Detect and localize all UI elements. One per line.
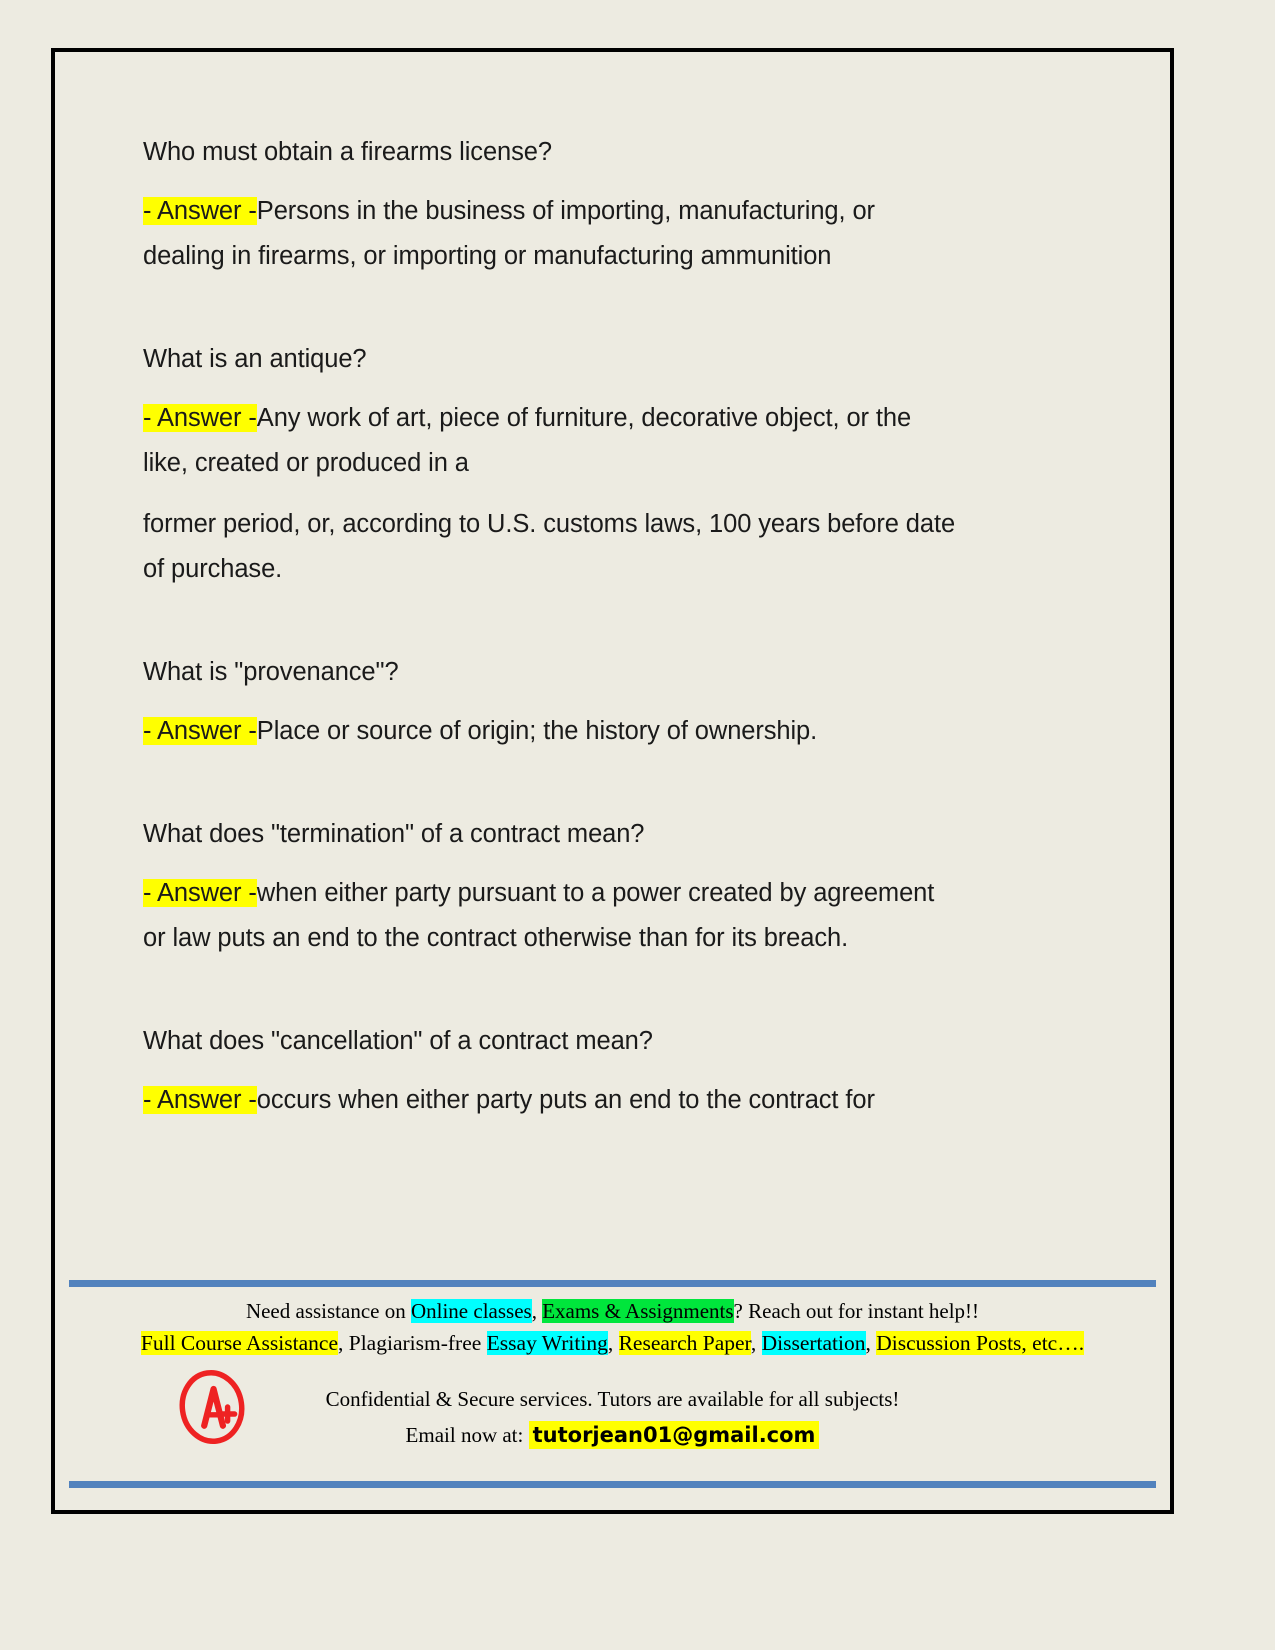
promo-sep-3: , — [607, 1331, 619, 1355]
promotional-footer — [55, 1280, 1170, 1510]
email-label: Email now at: — [405, 1423, 529, 1447]
qa-block — [143, 130, 1093, 279]
question-text: What is an antique? — [143, 345, 367, 373]
answer-text — [143, 709, 1093, 754]
footer-divider-top — [69, 1280, 1156, 1287]
answer-text — [143, 189, 1093, 234]
promo-line-1 — [55, 1296, 1170, 1326]
answer-line: occurs when either party puts an end to the contract for — [256, 1086, 875, 1114]
promo-intro: Need assistance on — [245, 1299, 411, 1323]
online-classes-tag: Online classes — [410, 1299, 532, 1323]
qa-block — [143, 650, 1093, 754]
answer-text — [143, 502, 1093, 547]
footer-divider-bottom — [69, 1481, 1156, 1488]
answer-line: Place or source of origin; the history of ownership. — [256, 717, 818, 745]
answer-text — [143, 871, 1093, 916]
question-text: What does "cancellation" of a contract mean? — [143, 1027, 653, 1055]
answer-line: Persons in the business of importing, manufacturing, or — [256, 197, 875, 225]
footer-text-block — [55, 1296, 1170, 1450]
discussion-posts-tag: Discussion Posts, etc…. — [876, 1331, 1085, 1355]
answer-line: Any work of art, piece of furniture, decorative object, or the — [256, 404, 912, 432]
confidential-note: Confidential & Secure services. Tutors are available for all subjects! — [325, 1387, 900, 1411]
answer-line: dealing in firearms, or importing or manufacturing ammunition — [143, 242, 832, 270]
answer-text — [143, 396, 1093, 441]
email-address[interactable]: tutorjean01@gmail.com — [529, 1421, 820, 1449]
document-body — [143, 130, 1093, 1123]
question-text: What is "provenance"? — [143, 658, 399, 686]
answer-text — [143, 916, 1093, 961]
answer-line: like, created or produced in a — [143, 449, 469, 477]
document-page — [51, 48, 1174, 1514]
answer-text — [143, 547, 1093, 592]
promo-sep-4: , — [750, 1331, 762, 1355]
email-line — [55, 1420, 1170, 1450]
answer-text — [143, 441, 1093, 486]
qa-block — [143, 812, 1093, 961]
answer-label: - Answer - — [143, 717, 257, 745]
question-text: What does "termination" of a contract mean? — [143, 820, 645, 848]
answer-line: when either party pursuant to a power created by agreement — [256, 879, 935, 907]
promo-sep-1: , — [531, 1299, 543, 1323]
promo-sep-2: , Plagiarism-free — [338, 1331, 487, 1355]
answer-label: - Answer - — [143, 404, 257, 432]
answer-text — [143, 1078, 1093, 1123]
question-text: Who must obtain a firearms license? — [143, 138, 552, 166]
answer-label: - Answer - — [143, 1086, 257, 1114]
promo-outro: ? Reach out for instant help!! — [733, 1299, 980, 1323]
answer-line: or law puts an end to the contract otherwise than for its breach. — [143, 924, 849, 952]
promo-line-2 — [55, 1328, 1170, 1358]
exams-assignments-tag: Exams & Assignments — [542, 1299, 734, 1323]
answer-line: former period, or, according to U.S. customs laws, 100 years before date — [143, 510, 956, 538]
answer-label: - Answer - — [143, 879, 257, 907]
dissertation-tag: Dissertation — [761, 1331, 866, 1355]
essay-writing-tag: Essay Writing — [486, 1331, 608, 1355]
research-paper-tag: Research Paper — [618, 1331, 751, 1355]
answer-text — [143, 234, 1093, 279]
answer-label: - Answer - — [143, 197, 257, 225]
qa-block — [143, 337, 1093, 592]
full-course-assistance-tag: Full Course Assistance — [140, 1331, 338, 1355]
answer-line: of purchase. — [143, 555, 283, 583]
promo-sep-5: , — [865, 1331, 877, 1355]
qa-block — [143, 1019, 1093, 1123]
